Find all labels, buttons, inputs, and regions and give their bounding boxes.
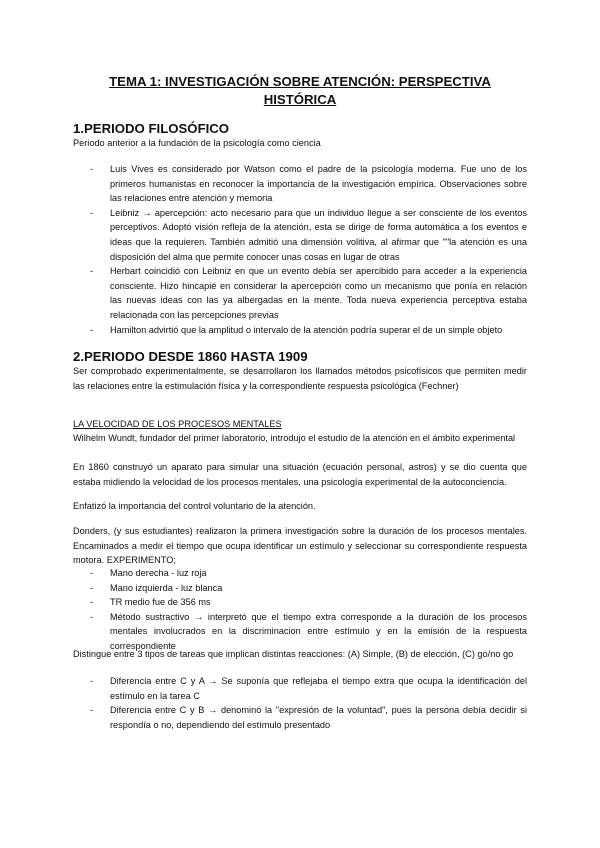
list-item: - Diferencia entre C y B → denominó la "expresión de la voluntad", pues la persona debía decidir si respondía o no, dependiendo del estímulo presentado xyxy=(110,703,527,732)
section-2-subheading: LA VELOCIDAD DE LOS PROCESOS MENTALES xyxy=(73,419,282,429)
section-2-intro: Ser comprobado experimentalmente, se desarrollaron los llamados métodos psicofísicos que permiten medir las relaciones entre la estimulación física y la correspondiente respuesta psicológica (Fechner) xyxy=(73,366,527,391)
title-line-1: TEMA 1: INVESTIGACIÓN SOBRE ATENCIÓN: PERSPECTIVA xyxy=(109,74,491,89)
section-2-para-donders: Donders, (y sus estudiantes) realizaron la primera investigación sobre la duración de los procesos mentales. Encaminados a medir el tiempo que ocupa identificar un estímulo y seleccionar su correspondiente respuesta motora. EXPERIMENTO; xyxy=(73,526,527,566)
section-2-para-1860: En 1860 construyó un aparato para simular una situación (ecuación personal, astros) y se dio cuenta que estaba midiendo la velocidad de los procesos mentales, una psicología experimental de la autoconciencia. xyxy=(73,462,527,487)
list-item: - Método sustractivo → interpretó que el tiempo extra corresponde a la duración de los procesos mentales involucrados en la discriminacion entre estímulo y en la emisión de la respuesta correspondiente xyxy=(110,610,527,654)
section-2-heading: 2.PERIODO DESDE 1860 HASTA 1909 xyxy=(73,349,308,364)
experiment-bullet-list xyxy=(110,566,527,654)
document-title xyxy=(60,73,540,109)
task-difference-list xyxy=(110,674,527,732)
list-item: - Mano izquierda - luz blanca xyxy=(110,581,527,596)
section-2-para-wundt: Wilhelm Wundt, fundador del primer laboratorio, introdujo el estudio de la atención en el ámbito experimental xyxy=(73,433,516,443)
list-item: - Luis Vives es considerado por Watson como el padre de la psicología moderna. Fue uno de los primeros humanistas en reconocer la importancia de la investigación empírica. Observaciones sobre las relaciones entre atención y memoria xyxy=(110,162,527,206)
section-1-bullet-list xyxy=(110,162,527,337)
list-item: - Hamilton advirtió que la amplitud o intervalo de la atención podría superar el de un simple objeto xyxy=(110,323,527,338)
section-2-para-tasks: Distingue entre 3 tipos de tareas que implican distintas reacciones: (A) Simple, (B) de elección, (C) go/no go xyxy=(73,649,514,659)
list-item: - Leibniz → apercepción: acto necesario para que un individuo llegue a ser consciente de los eventos perceptivos. Adoptó visión refleja de la atención, esta se dirige de forma automática a los eventos e ideas que la requieren. También admitió una dimensión volitiva, al afirmar que ""la atención es una disposición del alma que permite conocer unas cosas en lugar de otras xyxy=(110,206,527,264)
list-item: - TR medio fue de 356 ms xyxy=(110,595,527,610)
list-item: - Mano derecha - luz roja xyxy=(110,566,527,581)
section-1-intro: Periodo anterior a la fundación de la psicología como ciencia xyxy=(73,138,321,148)
section-2-para-control: Enfatizó la importancia del control voluntario de la atención. xyxy=(73,501,316,511)
list-item: - Diferencia entre C y A → Se suponía que reflejaba el tiempo extra que ocupa la identificación del estímulo en la tarea C xyxy=(110,674,527,703)
section-1-heading: 1.PERIODO FILOSÓFICO xyxy=(73,121,230,136)
list-item: - Herbart coincidió con Leibniz en que un evento debía ser apercibido para acceder a la experiencia consciente. Hizo hincapié en considerar la apercepción como un mecanismo que ponía en relación las nuevas ideas con las ya albergadas en la mente. Toda nueva experiencia perceptiva estaba relacionada con las percepciones previas xyxy=(110,264,527,322)
title-line-2: HISTÓRICA xyxy=(263,92,337,107)
